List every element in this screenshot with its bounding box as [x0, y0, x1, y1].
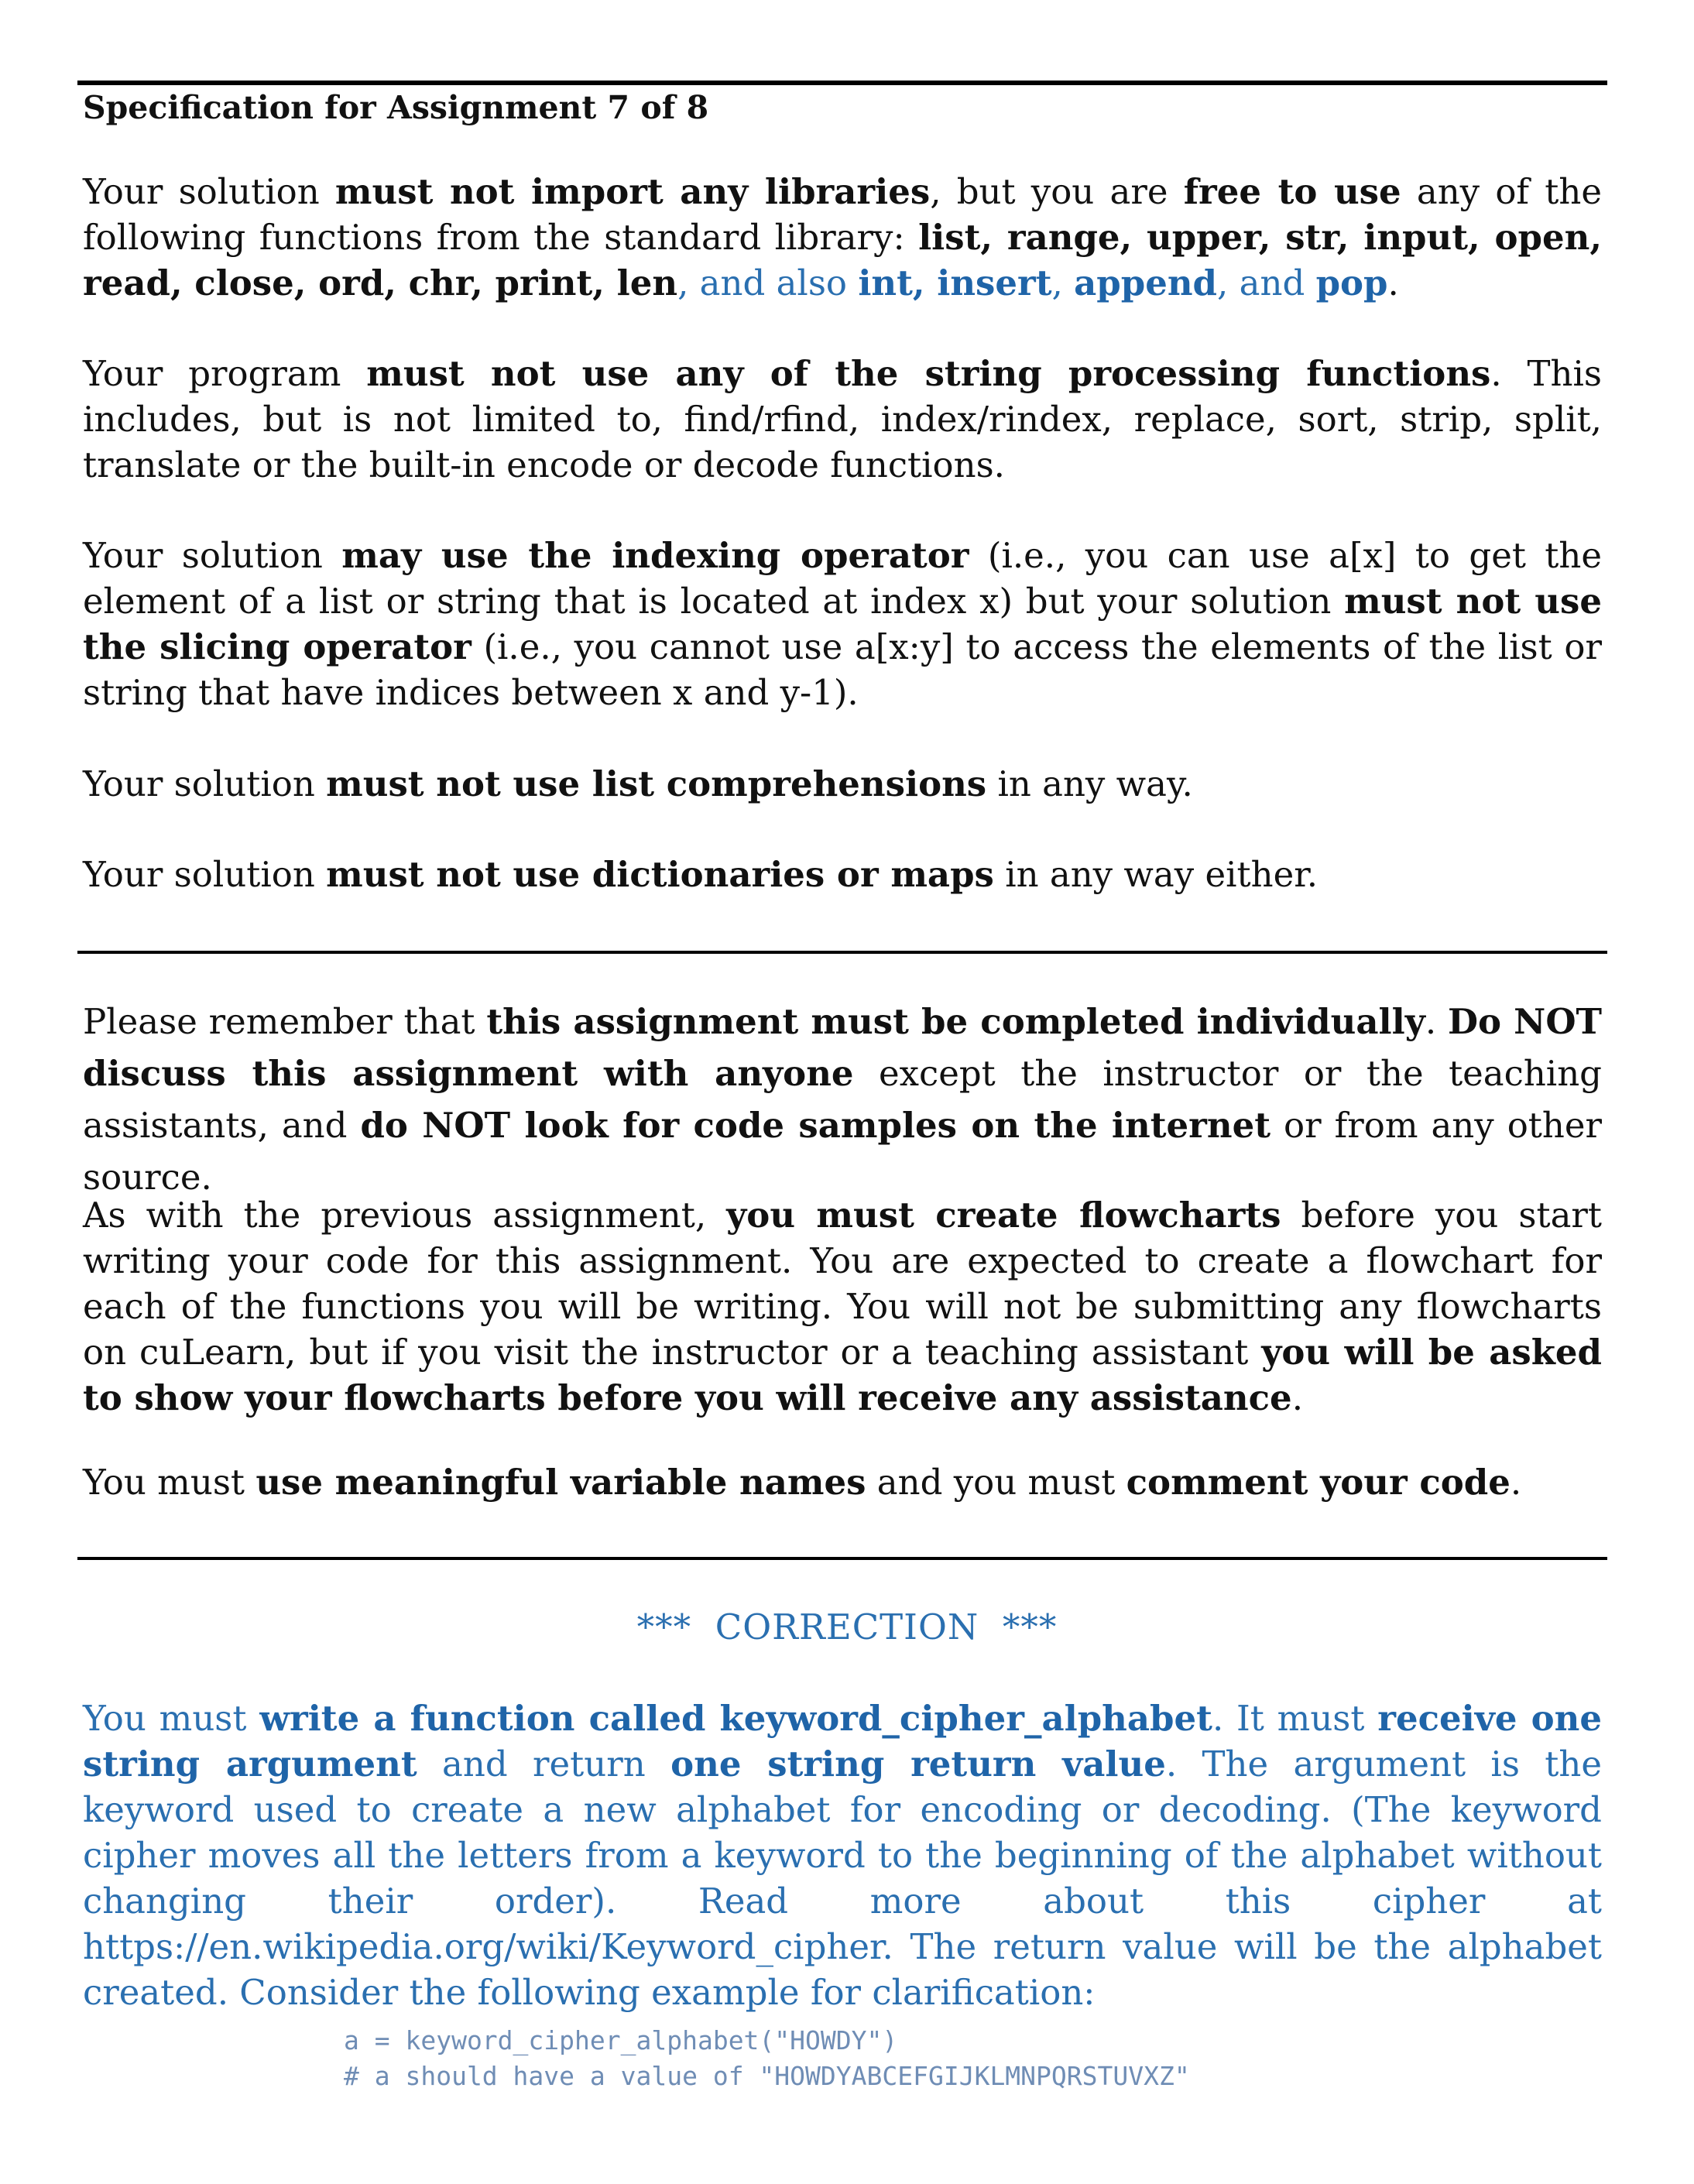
paragraph-string-functions — [83, 351, 1602, 488]
emphasis: must not use list comprehensions — [326, 763, 987, 804]
text: . The argument is the keyword used to create a new alphabet for encoding or decoding. (The keyword cipher moves all the letters from a keyword to the beginning of the alphabet without changing their order). Read more about this cipher at https://en.wikipedia.org/wiki/Keyword_cipher. The return value will be the alphabet created. Consider the following example for clarification: — [83, 1743, 1603, 2013]
code-example-comment: # a should have a value of "HOWDYABCEFGIJKLMNPQRSTUVXZ" — [344, 2061, 1190, 2091]
emphasis: use meaningful variable names — [255, 1462, 866, 1503]
text: Your solution — [83, 763, 327, 804]
emphasis: one string return value — [670, 1743, 1166, 1785]
text: Your solution — [83, 535, 342, 576]
text: and you must — [866, 1462, 1126, 1503]
text: in any way either. — [993, 854, 1319, 895]
text: , — [1051, 262, 1075, 303]
text: and return — [417, 1743, 671, 1785]
text: Your solution — [83, 171, 335, 212]
text: , and also — [677, 262, 859, 303]
paragraph-list-comprehensions — [83, 761, 1602, 807]
emphasis: you will be asked to show your flowcharts before you will receive any assistance — [83, 1332, 1603, 1418]
emphasis: may use the indexing operator — [341, 535, 969, 576]
text: any of the following functions from the standard library: — [83, 171, 1602, 258]
text: or from any other source. — [83, 1105, 1602, 1198]
emphasis: receive one string argument — [83, 1698, 1602, 1785]
text: . — [1510, 1462, 1522, 1503]
text: . It must — [1212, 1698, 1378, 1739]
paragraph-style — [83, 1459, 1602, 1505]
section-divider — [77, 951, 1607, 954]
paragraph-dictionaries — [83, 852, 1602, 897]
text: , but you are — [930, 171, 1184, 212]
emphasis: free to use — [1183, 171, 1401, 212]
text: You must — [83, 1462, 256, 1503]
allowed-functions: list, range, upper, str, input, open, read, close, ord, chr, print, len — [83, 217, 1602, 303]
emphasis: must not use dictionaries or maps — [326, 854, 994, 895]
text: Your solution — [83, 854, 327, 895]
paragraph-individual-work — [83, 996, 1602, 1203]
text: You must — [83, 1698, 260, 1739]
emphasis: must not use any of the string processing functions — [366, 353, 1491, 394]
text: . — [1425, 1001, 1448, 1042]
emphasis: comment your code — [1126, 1462, 1511, 1503]
text: before you start writing your code for this assignment. You are expected to create a flowchart for each of the functions you will be writing. You will not be submitting any flowcharts on cuLearn, but if you visit the instructor or a teaching assistant — [83, 1195, 1602, 1373]
emphasis: must not import any libraries — [334, 171, 931, 212]
page-heading: Specification for Assignment 7 of 8 — [83, 89, 709, 126]
emphasis: write a function called keyword_cipher_alphabet — [259, 1698, 1212, 1739]
text: in any way. — [986, 763, 1193, 804]
paragraph-keyword-cipher — [83, 1695, 1602, 2015]
text: (i.e., you can use a[x] to get the element of a list or string that is located at index x) but your solution — [83, 535, 1602, 622]
emphasis: Do NOT discuss this assignment with anyone — [83, 1001, 1603, 1094]
text: . — [1387, 262, 1399, 303]
text: As with the previous assignment, — [83, 1195, 727, 1236]
emphasis: do NOT look for code samples on the internet — [360, 1105, 1270, 1146]
text: , and — [1217, 262, 1316, 303]
allowed-functions-added: append — [1074, 262, 1218, 303]
paragraph-flowcharts — [83, 1192, 1602, 1421]
code-example-line: a = keyword_cipher_alphabet("HOWDY") — [344, 2025, 898, 2055]
paragraph-imports — [83, 169, 1602, 306]
allowed-functions-added: int, insert — [858, 262, 1052, 303]
text: (i.e., you cannot use a[x:y] to access the elements of the list or string that have indices between x and y-1). — [83, 626, 1602, 713]
emphasis: this assignment must be completed individually — [486, 1001, 1425, 1042]
text: Please remember that — [83, 1001, 487, 1042]
text: Your program — [83, 353, 367, 394]
allowed-functions-added: pop — [1315, 262, 1388, 303]
section-divider — [77, 1557, 1607, 1560]
emphasis: you must create flowcharts — [726, 1195, 1281, 1236]
text: . — [1291, 1377, 1303, 1418]
top-rule — [77, 81, 1607, 85]
correction-heading: *** CORRECTION *** — [636, 1606, 1058, 1647]
text: except the instructor or the teaching assistants, and — [83, 1053, 1602, 1146]
paragraph-indexing — [83, 533, 1602, 715]
text: . This includes, but is not limited to, find/rfind, index/rindex, replace, sort, strip, split, translate or the built-in encode or decode functions. — [83, 353, 1602, 485]
emphasis: must not use the slicing operator — [83, 581, 1602, 667]
